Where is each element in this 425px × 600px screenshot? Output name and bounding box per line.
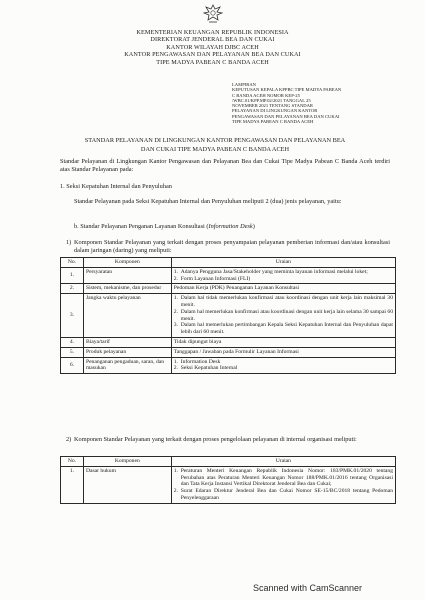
lampiran-label: LAMPIRAN xyxy=(232,82,256,87)
item-1-text: Komponen Standar Pelayanan yang terkait dengan proses penyampaian pelayanan pemberian informasi dan/atau konsultasi dalam jaringan (daring) yang meliputi: xyxy=(74,239,390,255)
row-number: 3. xyxy=(61,294,84,338)
lampiran-line: NOVEMBER 2021 TENTANG STANDAR xyxy=(232,103,313,109)
letterhead-directorate: DIREKTORAT JENDERAL BEA DAN CUKAI xyxy=(150,36,275,44)
list-item-text: Dalam hal memerlukan pertimbangan Kepala Seksi Kepatuhan Internal dan Penyuluhan dapat lebih dari 60 menit. xyxy=(180,322,393,336)
table-row xyxy=(61,284,396,294)
table-row xyxy=(61,267,396,284)
row-number: 1. xyxy=(61,267,84,284)
title-line: DAN CUKAI TIPE MADYA PABEAN C BANDA ACEH xyxy=(140,145,290,153)
row-komponen: Persyaratan xyxy=(83,267,171,284)
row-number: 6. xyxy=(61,357,84,374)
table-row xyxy=(61,357,396,374)
subsection-italic: Information Desk xyxy=(208,223,253,230)
letterhead-office-type: TIPE MADYA PABEAN C BANDA ACEH xyxy=(156,58,269,66)
row-komponen: Sistem, mekanisme, dan prosedur xyxy=(83,284,171,294)
item-2-text: Komponen Standar Pelayanan yang terkait dengan proses pengelolaan pelayanan di internal organisasi meliputi: xyxy=(74,436,357,443)
list-item-text: Surat Edaran Direktur Jenderal Bea dan Cukai Nomor SE-15/BC/2018 tentang Pedoman Penyelenggaraan xyxy=(180,488,393,501)
letterhead-office: KANTOR PENGAWASAN DAN PELAYANAN BEA DAN CUKAI xyxy=(124,51,301,59)
subsection-suffix: ) xyxy=(252,223,255,230)
row-number: 2. xyxy=(61,284,84,294)
list-item: 2. Form Layanan Informasi (FLI) xyxy=(173,275,251,282)
row-uraian xyxy=(171,267,395,284)
list-item: 2. Surat Edaran Direktur Jenderal Bea dan Cukai Nomor SE-15/BC/2018 tentang Pedoman Penyelenggaraan xyxy=(173,488,393,501)
list-item: 3. Dalam hal memerlukan pertimbangan Kepala Seksi Kepatuhan Internal dan Penyuluhan dapat lebih dari 60 menit. xyxy=(173,322,393,336)
item-2-paragraph xyxy=(60,436,390,444)
row-komponen: Jangka waktu pelayanan xyxy=(83,294,171,338)
list-item: 1. Peraturan Menteri Keuangan Republik Indonesia Nomor: 183/PMK.01/2020 tentang Perubahan atas Peraturan Menteri Keuangan Nomor 188/PMK.01/2016 tentang Organisasi dan Tata Kerja Instansi Vertikal Direktorat Jenderal Bea dan Cukai; xyxy=(173,467,393,488)
list-item-text: Information Desk xyxy=(180,358,221,365)
service-standard-table-2 xyxy=(60,456,396,504)
list-item: 1. Information Desk xyxy=(173,358,221,365)
table-header-row xyxy=(61,457,396,467)
letterhead-regional-office: KANTOR WILAYAH DJBC ACEH xyxy=(166,43,259,51)
row-komponen: Dasar hukum xyxy=(83,466,171,503)
lampiran-line: KEPUTUSAN KEPALA KPPBC TIPE MADYA PABEAN xyxy=(232,87,342,93)
letterhead-ministry: KEMENTERIAN KEUANGAN REPUBLIK INDONESIA xyxy=(136,29,289,36)
subsection-heading xyxy=(60,223,390,231)
row-komponen: Penanganan pengaduan, saran, dan masukan xyxy=(83,357,171,374)
list-item-text: Dalam hal tidak memerlukan konfirmasi atau koordinasi dengan unit kerja lain maksimal 30 menit. xyxy=(180,295,393,308)
table-row xyxy=(61,294,396,338)
lampiran-line: PELAYANAN DI LINGKUNGAN KANTOR xyxy=(232,108,318,114)
col-header-no: No. xyxy=(61,457,84,467)
list-item-text: Seksi Kepatuhan Internal xyxy=(180,365,238,372)
col-header-uraian: Uraian xyxy=(171,457,395,467)
row-uraian: Tidak dipungut biaya xyxy=(171,337,395,347)
title-line: STANDAR PELAYANAN DI LINGKUNGAN KANTOR PENGAWASAN DAN PELAYANAN BEA xyxy=(84,137,346,144)
section-description: Standar Pelayanan pada Seksi Kepatuhan Internal dan Penyuluhan meliputi 2 (dua) jenis pelayanan, yaitu: xyxy=(74,198,342,205)
list-item: 2. Dalam hal memerlukan konfirmasi atau koordinasi dengan unit kerja lain selama 30 sampai 60 menit. xyxy=(173,308,393,322)
garuda-emblem-icon xyxy=(203,3,223,25)
col-header-komponen: Komponen xyxy=(83,258,171,268)
list-item-text: Form Layanan Informasi (FLI) xyxy=(180,275,251,282)
table-row xyxy=(61,466,396,503)
list-item-text: Peraturan Menteri Keuangan Republik Indonesia Nomor: 183/PMK.01/2020 tentang Perubahan atas Peraturan Menteri Keuangan Nomor 188/PMK.01/2016 tentang Organisasi dan Tata Kerja Instansi Vertikal Direktorat Jenderal Bea dan Cukai; xyxy=(180,467,393,488)
letterhead xyxy=(60,29,365,66)
item-1-paragraph xyxy=(60,239,390,256)
row-number: 5. xyxy=(61,347,84,357)
document-title xyxy=(30,137,400,154)
col-header-komponen: Komponen xyxy=(83,457,171,467)
col-header-no: No. xyxy=(61,258,84,268)
list-item-text: Dalam hal memerlukan konfirmasi atau koordinasi dengan unit kerja lain selama 30 sampai 60 menit. xyxy=(180,308,393,322)
col-header-uraian: Uraian xyxy=(171,258,395,268)
intro-paragraph: Standar Pelayanan di Lingkungan Kantor Pengawasan dan Pelayanan Bea dan Cukai Tipe Madya Pabean C Banda Aceh terdiri atas Standar Pelayanan pada: xyxy=(60,158,390,174)
table-header-row xyxy=(61,258,396,268)
lampiran-line: PENGAWASAN DAN PELAYANAN BEA DAN CUKAI xyxy=(232,113,340,119)
row-komponen: Produk pelayanan xyxy=(83,347,171,357)
item-number: 1) xyxy=(66,239,72,246)
attachment-reference xyxy=(232,82,392,124)
lampiran-line: TIPE MADYA PABEAN C BANDA ACEH xyxy=(232,119,314,125)
service-standard-table-1 xyxy=(60,257,396,374)
lampiran-line: /WBC.01/KPP.MP.02/2021 TANGGAL 25 xyxy=(232,97,311,103)
list-item: 2. Seksi Kepatuhan Internal xyxy=(173,365,238,372)
lampiran-line: C BANDA ACEH NOMOR KEP-25 xyxy=(232,92,300,98)
row-number: 1. xyxy=(61,466,84,503)
row-uraian xyxy=(171,466,395,503)
subsection-prefix: b. Standar Pelayanan Penganan Layanan Konsultasi ( xyxy=(74,223,209,230)
table-row xyxy=(61,337,396,347)
row-uraian xyxy=(171,357,395,374)
list-item: 1. Adanya Pengguna Jasa/Stakeholder yang meminta layanan informasi melalui loket; xyxy=(173,268,368,275)
scanner-watermark: Scanned with CamScanner xyxy=(253,583,363,593)
row-uraian: Tanggapan / Jawaban pada Formulir Layanan Informasi xyxy=(171,347,395,357)
section-heading: 1. Seksi Kepatuhan Internal dan Penyuluhan xyxy=(60,183,172,190)
list-item: 1. Dalam hal tidak memerlukan konfirmasi atau koordinasi dengan unit kerja lain maksimal 30 menit. xyxy=(173,295,393,308)
row-number: 4. xyxy=(61,337,84,347)
item-number: 2) xyxy=(66,436,72,443)
row-komponen: Biaya/tarif xyxy=(83,337,171,347)
row-uraian xyxy=(171,294,395,338)
list-item-text: Adanya Pengguna Jasa/Stakeholder yang meminta layanan informasi melalui loket; xyxy=(180,268,368,275)
table-row xyxy=(61,347,396,357)
row-uraian: Pedoman Kerja (PDK) Penanganan Layanan Konsultasi xyxy=(171,284,395,294)
